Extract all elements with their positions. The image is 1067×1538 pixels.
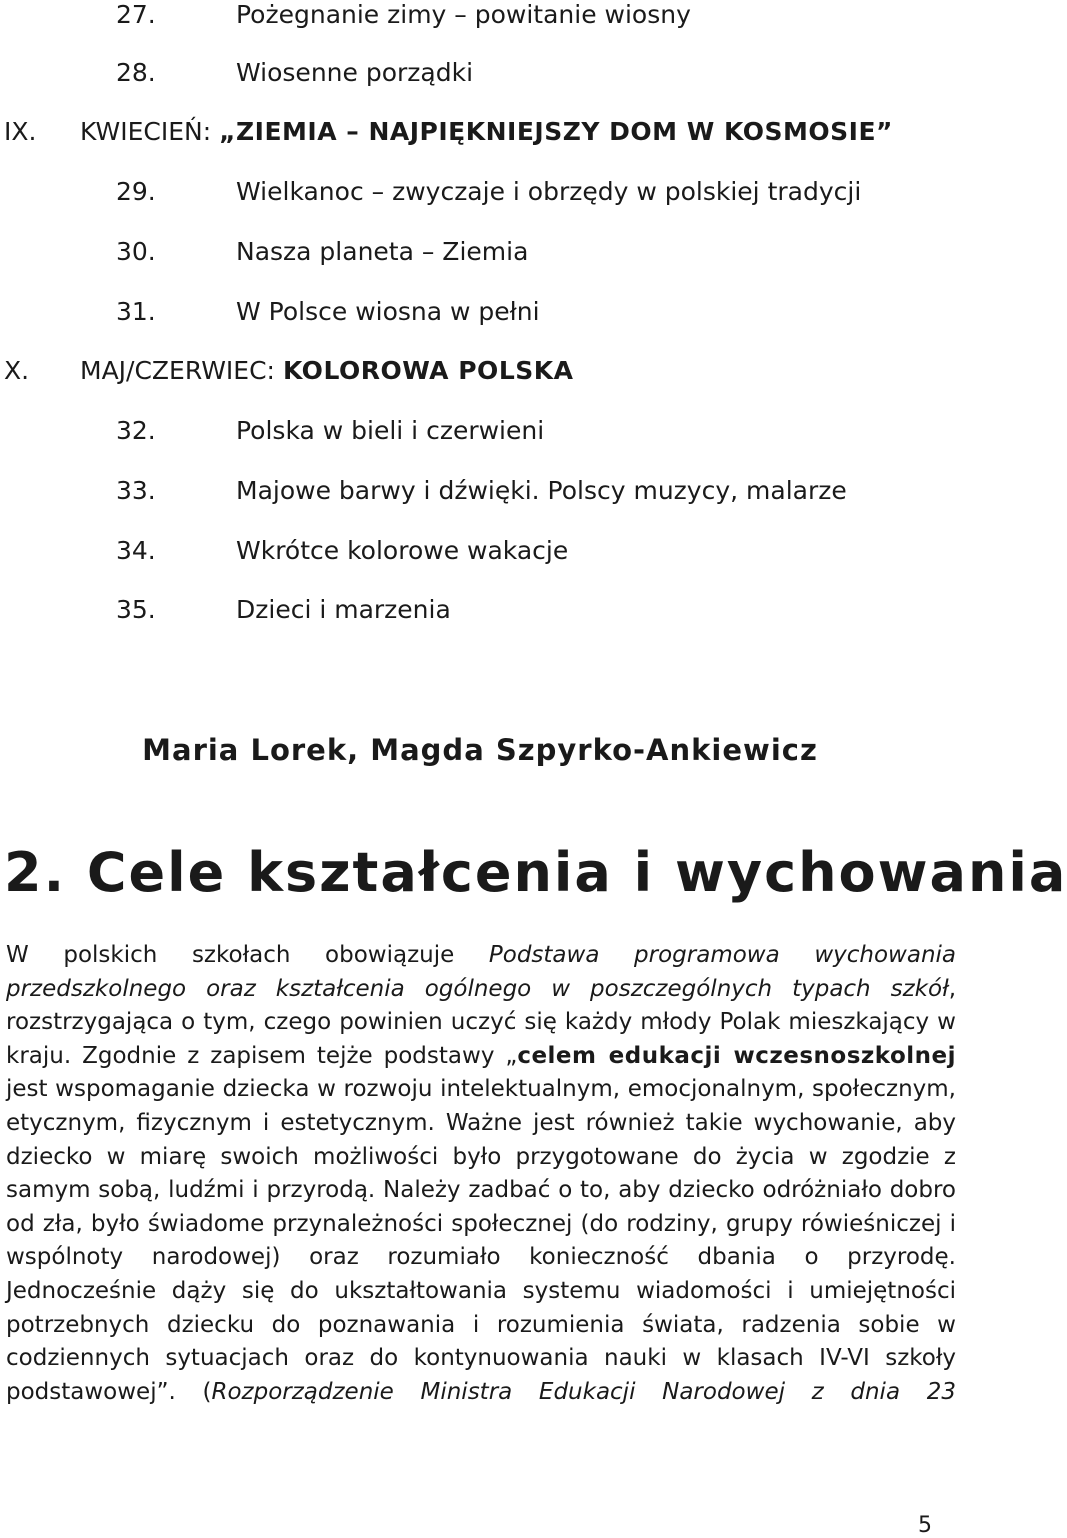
item-text: Dzieci i marzenia	[236, 595, 451, 624]
item-number: 33.	[116, 476, 156, 505]
item-number: 32.	[116, 416, 156, 445]
item-text: Wkrótce kolorowe wakacje	[236, 536, 569, 565]
body-paragraph	[6, 939, 956, 1409]
item-text: Wielkanoc – zwyczaje i obrzędy w polskiej tradycji	[236, 177, 862, 206]
section-month-label: KWIECIEŃ:	[80, 117, 212, 146]
paragraph-italic-citation: Rozporządzenie Ministra Edukacji Narodowej z dnia 23	[211, 1378, 956, 1405]
item-number: 31.	[116, 297, 156, 326]
item-number: 34.	[116, 536, 156, 565]
item-text: Polska w bieli i czerwieni	[236, 416, 545, 445]
section-number: X.	[4, 356, 30, 385]
item-text: Nasza planeta – Ziemia	[236, 237, 529, 266]
paragraph-text: , rozstrzygająca o tym, czego powinien uczyć się każdy młody Polak mieszkający w kraju. Zgodnie z zapisem tejże podstawy „	[6, 975, 956, 1069]
section-title: „ZIEMIA – NAJPIĘKNIEJSZY DOM W KOSMOSIE”	[219, 117, 893, 146]
item-number: 35.	[116, 595, 156, 624]
item-number: 27.	[116, 0, 156, 29]
item-text: W Polsce wiosna w pełni	[236, 297, 540, 326]
paragraph-text: jest wspomaganie dziecka w rozwoju intelektualnym, emocjonalnym, społecznym, etycznym, fizycznym i estetycznym. Ważne jest również takie wychowanie, aby dziecko w miarę swoich możliwości było przygotowane do życia w zgodzie z samym sobą, ludźmi i przyrodą. Należy zadbać o to, aby dziecko odróżniało dobro od zła, było świadome przynależności społecznej (do rodziny, grupy rówieśniczej i wspólnoty narodowej) oraz rozumiało konieczność dbania o przyrodę. Jednocześnie dąży się do ukształtowania systemu wiadomości i umiejętności potrzebnych dziecku do poznawania i rozumienia świata, radzenia sobie w codziennych sytuacjach oraz do kontynuowania nauki w klasach IV-VI szkoły podstawowej”. (	[6, 1076, 956, 1405]
section-number: IX.	[4, 117, 37, 146]
item-text: Wiosenne porządki	[236, 58, 474, 87]
chapter-heading: 2. Cele kształcenia i wychowania	[4, 841, 1067, 904]
section-month-label: MAJ/CZERWIEC:	[80, 356, 275, 385]
item-number: 30.	[116, 237, 156, 266]
section-month	[80, 356, 573, 386]
section-title: KOLOROWA POLSKA	[282, 356, 574, 385]
paragraph-text: W polskich szkołach obowiązuje	[6, 942, 489, 968]
item-number: 28.	[116, 58, 156, 87]
authors: Maria Lorek, Magda Szpyrko-Ankiewicz	[142, 733, 818, 767]
page-number: 5	[918, 1513, 932, 1538]
paragraph-bold-term: celem edukacji wczesnoszkolnej	[517, 1042, 956, 1069]
item-number: 29.	[116, 177, 156, 206]
section-month	[80, 117, 893, 147]
paragraph-italic-title: Podstawa programowa wychowania przedszkolnego oraz kształcenia ogólnego w poszczególnych typach szkół	[6, 942, 957, 1002]
item-text: Pożegnanie zimy – powitanie wiosny	[236, 0, 691, 29]
item-text: Majowe barwy i dźwięki. Polscy muzycy, malarze	[236, 476, 847, 505]
